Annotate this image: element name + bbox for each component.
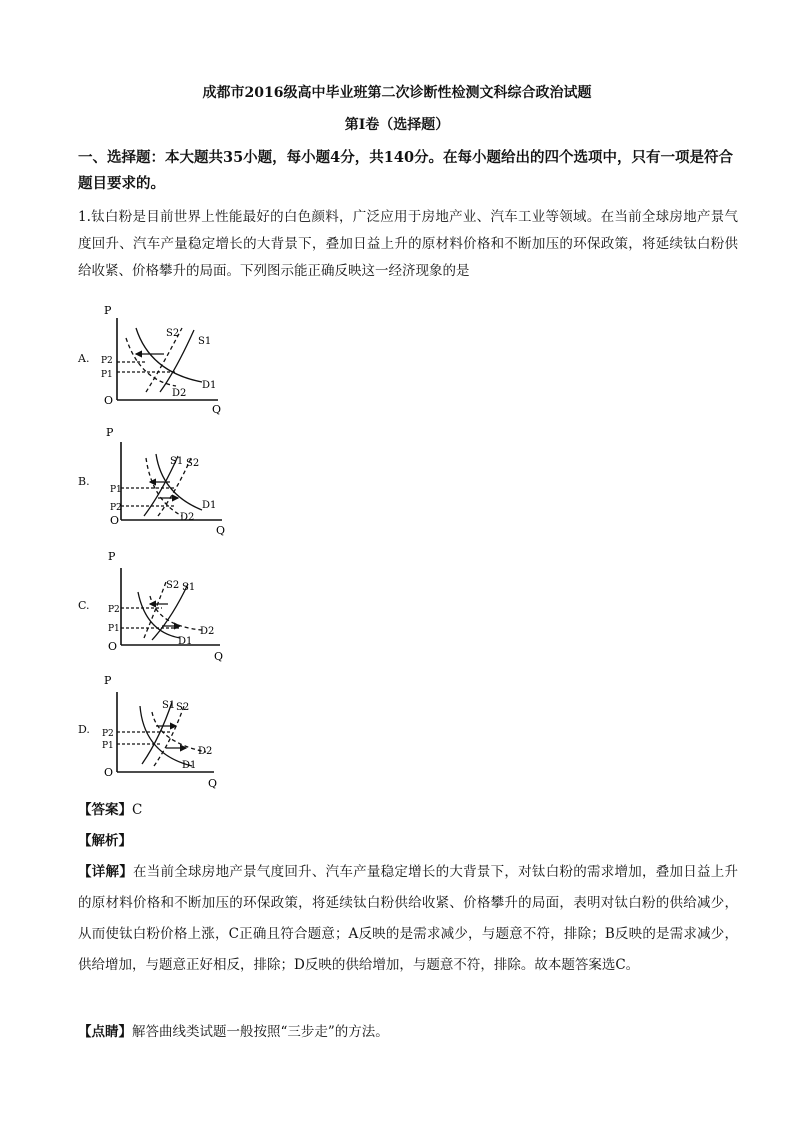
tip-tag: 【点睛】 xyxy=(78,1024,132,1040)
option-c-label-o: O xyxy=(108,640,118,653)
option-b-label-d-dashed: D2 xyxy=(180,512,195,523)
tip-line xyxy=(78,1017,738,1048)
page-title: 成都市2016级高中毕业班第二次诊断性检测文科综合政治试题 xyxy=(202,85,592,101)
option-b-graph xyxy=(96,424,246,542)
option-d-label-o: O xyxy=(104,766,114,779)
option-c-label-p-upper: P2 xyxy=(108,605,120,615)
option-a-supply-solid xyxy=(160,330,194,392)
analysis-line xyxy=(78,826,738,857)
option-b-letter[interactable]: B. xyxy=(78,475,90,488)
section-heading: 一、选择题：本大题共35小题，每小题4分，共140分。在每小题给出的四个选项中，只有一项是符合题目要求的。 xyxy=(78,149,734,192)
detail-text: 在当前全球房地产景气度回升、汽车产量稳定增长的大背景下，对钛白粉的需求增加，叠加日益上升的原材料价格和不断加压的环保政策，将延续钛白粉供给收紧、价格攀升的局面，表明对钛白粉的供给减少，从而使钛白粉价格上涨，C正确且符合题意；A反映的是需求减少，与题意不符，排除；B反映的是需求减少，供给增加，与题意正好相反，排除；D反映的供给增加，与题意不符，排除。故本题答案选C。 xyxy=(78,864,739,973)
option-c-label-q: Q xyxy=(214,650,224,663)
detail-tag: 【详解】 xyxy=(78,864,134,880)
tip-text: 解答曲线类试题一般按照“三步走”的方法。 xyxy=(132,1024,389,1040)
option-a-letter[interactable]: A. xyxy=(78,352,90,365)
option-d-label-p: P xyxy=(104,674,112,687)
option-a-label-s-dashed: S2 xyxy=(166,328,180,339)
option-c-label-p: P xyxy=(108,550,116,563)
option-b-label-s-solid: S1 xyxy=(170,456,184,467)
option-d-label-q: Q xyxy=(208,777,218,790)
option-c-letter[interactable]: C. xyxy=(78,599,90,612)
option-c-label-d-solid: D1 xyxy=(178,636,193,647)
option-d-label-p-lower: P1 xyxy=(102,741,114,751)
option-d-label-d-dashed: D2 xyxy=(198,746,213,757)
option-c-label-s-dashed: S2 xyxy=(166,580,180,591)
option-b-label-s-dashed: S2 xyxy=(186,458,200,469)
option-b-label-p-upper: P1 xyxy=(110,485,122,495)
question-number: 1. xyxy=(78,209,91,225)
answer-line xyxy=(78,795,738,826)
volume-title: 第Ⅰ卷（选择题） xyxy=(344,117,450,133)
option-d-demand-solid xyxy=(140,706,192,766)
option-d-label-s-dashed: S2 xyxy=(176,702,190,713)
option-b-label-o: O xyxy=(110,514,120,527)
option-c-label-p-lower: P1 xyxy=(108,624,120,634)
option-a-graph xyxy=(96,300,246,418)
option-a-label-q: Q xyxy=(212,403,222,416)
option-a-label-p-lower: P1 xyxy=(101,370,113,380)
question-text: 钛白粉是目前世界上性能最好的白色颜料，广泛应用于房地产业、汽车工业等领域。在当前全球房地产景气度回升、汽车产量稳定增长的大背景下，叠加日益上升的原材料价格和不断加压的环保政策，将延续钛白粉供给收紧、价格攀升的局面。下列图示能正确反映这一经济现象的是 xyxy=(78,209,738,279)
option-a-label-p: P xyxy=(104,304,112,317)
option-c-label-s-solid: S1 xyxy=(182,582,196,593)
option-a-label-d-solid: D1 xyxy=(202,380,217,391)
option-c-supply-dashed xyxy=(144,582,166,638)
option-c-demand-dashed xyxy=(150,596,202,630)
option-c-label-d-dashed: D2 xyxy=(200,626,215,637)
option-a-label-s-solid: S1 xyxy=(198,336,212,347)
option-a-label-p-upper: P2 xyxy=(101,356,113,366)
option-b-label-d-solid: D1 xyxy=(202,500,217,511)
option-c-graph xyxy=(96,548,246,666)
option-b-label-p-lower: P2 xyxy=(110,503,122,513)
analysis-tag: 【解析】 xyxy=(78,833,132,849)
question-stem xyxy=(78,204,738,285)
answer-tag: 【答案】 xyxy=(78,802,132,818)
option-d-label-d-solid: D1 xyxy=(182,760,197,771)
option-a-label-o: O xyxy=(104,394,114,407)
option-d-label-s-solid: S1 xyxy=(162,700,176,711)
option-d-graph xyxy=(96,672,246,790)
option-d-letter[interactable]: D. xyxy=(78,723,90,736)
option-d-label-p-upper: P2 xyxy=(102,729,114,739)
option-b-label-p: P xyxy=(106,426,114,439)
option-a-label-d-dashed: D2 xyxy=(172,388,187,399)
detail-paragraph xyxy=(78,857,738,981)
answer-value: C xyxy=(132,802,143,818)
option-b-label-q: Q xyxy=(216,524,226,537)
